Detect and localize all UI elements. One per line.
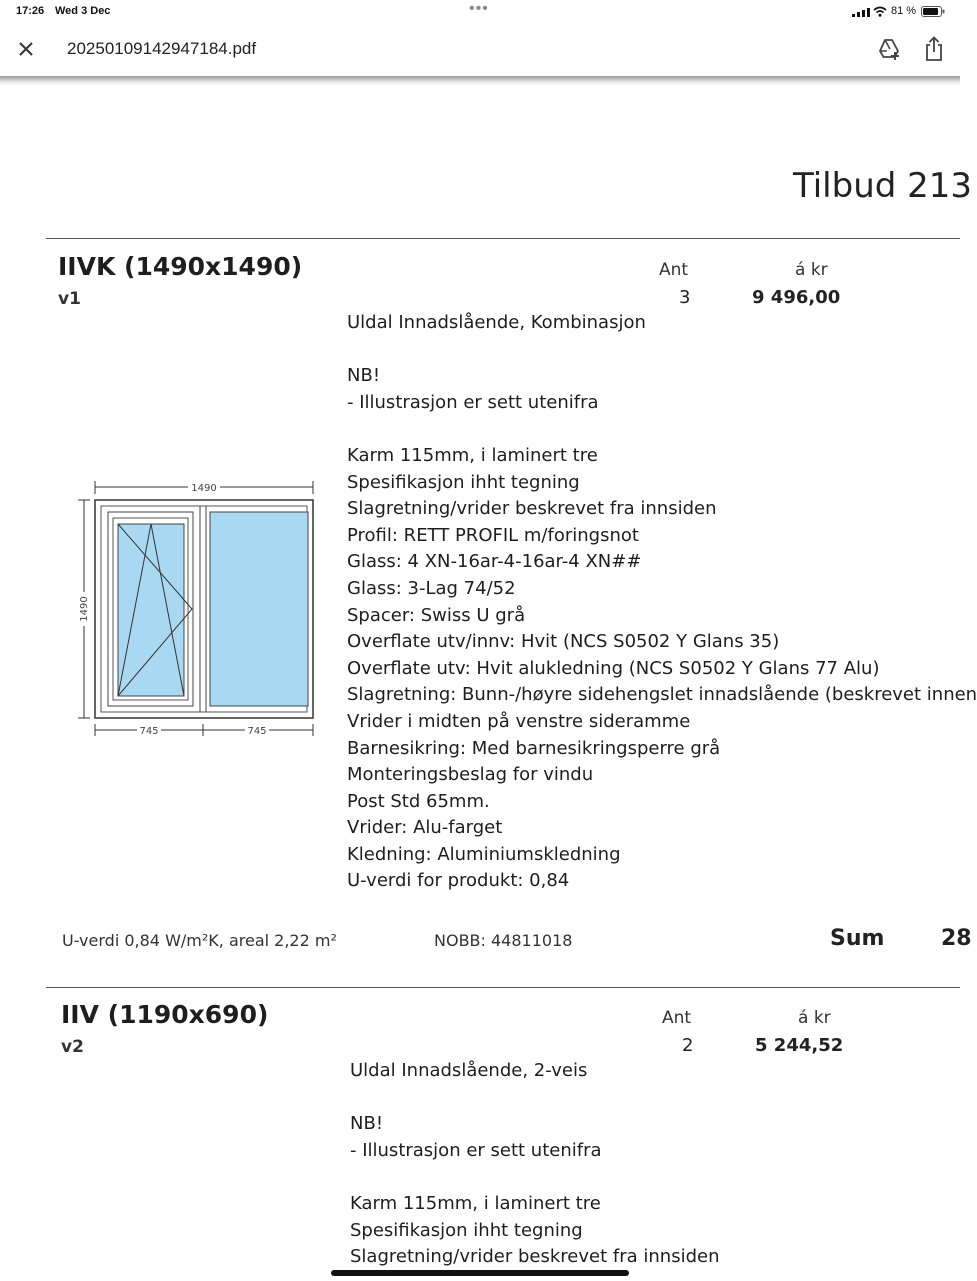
- right-sash-dimension-label: 745: [247, 726, 267, 737]
- spec-line: Uldal Innadslående, 2-veis: [350, 1060, 588, 1081]
- unit-price: 5 244,52: [755, 1035, 844, 1056]
- width-dimension-label: 1490: [191, 483, 217, 494]
- spec-line: Monteringsbeslag for vindu: [347, 764, 594, 786]
- quantity-value: 2: [682, 1035, 694, 1056]
- item-spec-list: [347, 310, 977, 895]
- document-title: Tilbud 213: [793, 166, 973, 206]
- home-indicator[interactable]: [331, 1270, 629, 1276]
- quantity-value: 3: [679, 287, 691, 308]
- pdf-page[interactable]: [0, 86, 977, 1281]
- item-variant: v1: [58, 289, 81, 309]
- cellular-signal-icon: [852, 8, 870, 17]
- spec-line: Glass: 3-Lag 74/52: [347, 577, 516, 599]
- wifi-icon: [873, 6, 887, 17]
- spec-line: - Illustrasjon er sett utenifra: [347, 391, 599, 413]
- item-code: IIV (1190x690): [61, 1000, 269, 1029]
- spec-line: [350, 1164, 719, 1191]
- file-name: 20250109142947184.pdf: [67, 39, 257, 58]
- add-to-drive-icon[interactable]: [877, 37, 901, 61]
- spec-line: Barnesikring: Med barnesikringsperre grå: [347, 737, 721, 759]
- spec-line: Slagretning: Bunn-/høyre sidehengslet innadslående (beskrevet innen: [347, 684, 977, 706]
- spec-line: Spesifikasjon ihht tegning: [347, 471, 580, 493]
- toolbar-shadow: [0, 76, 960, 86]
- spec-line: Post Std 65mm.: [347, 790, 490, 812]
- sum-label: Sum: [830, 926, 885, 951]
- unit-price: 9 496,00: [752, 287, 841, 308]
- quantity-header: Ant: [662, 1008, 692, 1028]
- spec-line: Slagretning/vrider beskrevet fra innsiden: [350, 1246, 720, 1268]
- window-drawing: [76, 476, 326, 746]
- item-spec-list: [350, 1058, 719, 1271]
- spec-line: Spesifikasjon ihht tegning: [350, 1219, 583, 1241]
- spec-line: [350, 1085, 719, 1112]
- divider: [46, 238, 960, 239]
- spec-line: Uldal Innadslående, Kombinasjon: [347, 312, 646, 333]
- multitasking-dots-icon[interactable]: •••: [469, 0, 489, 17]
- price-header: á kr: [798, 1008, 831, 1028]
- item-code: IIVK (1490x1490): [58, 252, 303, 281]
- height-dimension-label: 1490: [79, 596, 90, 622]
- status-date: Wed 3 Dec: [55, 5, 111, 17]
- spec-line: U-verdi for produkt: 0,84: [347, 870, 570, 892]
- spec-line: Kledning: Aluminiumskledning: [347, 843, 621, 865]
- status-bar: [0, 0, 960, 24]
- spec-line: Vrider: Alu-farget: [347, 817, 503, 839]
- spec-line: Overflate utv/innv: Hvit (NCS S0502 Y Glans 35): [347, 631, 780, 653]
- sum-value: 28: [941, 926, 972, 951]
- spec-line: Vrider i midten på venstre sideramme: [347, 710, 691, 732]
- spec-line: NB!: [350, 1113, 384, 1135]
- spec-line: Overflate utv: Hvit alukledning (NCS S0502 Y Glans 77 Alu): [347, 657, 880, 679]
- pdf-viewer-toolbar: [0, 24, 960, 76]
- spec-line: Profil: RETT PROFIL m/foringsnot: [347, 524, 639, 546]
- spec-line: NB!: [347, 365, 381, 387]
- left-sash-dimension-label: 745: [139, 726, 159, 737]
- price-header: á kr: [795, 260, 828, 280]
- spec-line: [347, 337, 977, 364]
- divider: [46, 987, 960, 988]
- battery-icon: [921, 6, 945, 17]
- spec-line: Slagretning/vrider beskrevet fra innsiden: [347, 498, 717, 520]
- spec-line: Spacer: Swiss U grå: [347, 604, 526, 626]
- spec-line: [347, 416, 977, 443]
- spec-line: Glass: 4 XN-16ar-4-16ar-4 XN##: [347, 551, 642, 573]
- u-value-footer: U-verdi 0,84 W/m²K, areal 2,22 m²: [62, 931, 337, 950]
- item-variant: v2: [61, 1037, 84, 1057]
- status-time: 17:26: [16, 5, 45, 17]
- spec-line: Karm 115mm, i laminert tre: [350, 1192, 601, 1214]
- spec-line: Karm 115mm, i laminert tre: [347, 444, 598, 466]
- nobb-number: NOBB: 44811018: [434, 931, 573, 950]
- quantity-header: Ant: [659, 260, 689, 280]
- close-icon[interactable]: [16, 39, 36, 59]
- share-icon[interactable]: [924, 36, 944, 62]
- battery-percentage: 81 %: [891, 5, 917, 17]
- spec-line: - Illustrasjon er sett utenifra: [350, 1139, 602, 1161]
